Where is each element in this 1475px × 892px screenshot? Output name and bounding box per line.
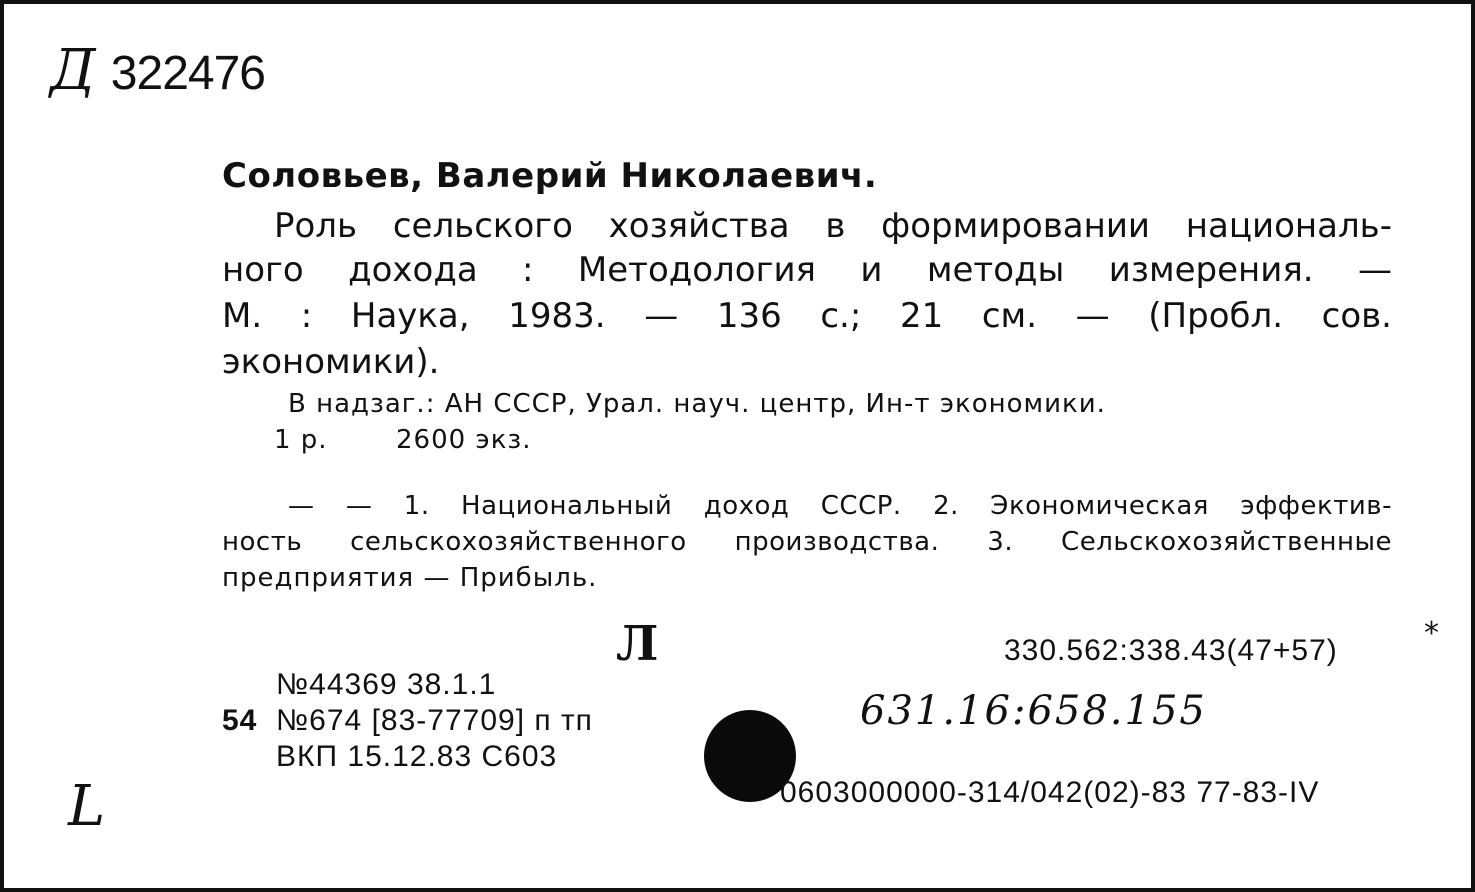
catalog-prefix: Д bbox=[50, 38, 96, 103]
title-line-1: Роль сельского хозяйства в формировании националь- bbox=[274, 206, 1392, 246]
author-heading: Соловьев, Валерий Николаевич. bbox=[222, 156, 878, 196]
handwritten-index: 631.16:658.155 bbox=[860, 688, 1207, 734]
order-line-2: №674 [83-77709] п тп bbox=[276, 704, 593, 737]
title-line-3: М. : Наука, 1983. — 136 с.; 21 см. — (Пробл. сов. bbox=[222, 296, 1392, 336]
subject-line-1: — — 1. Национальный доход СССР. 2. Экономическая эффектив- bbox=[288, 491, 1392, 521]
code-line: 0603000000-314/042(02)-83 77-83-IV bbox=[780, 776, 1320, 809]
title-line-4: экономики). bbox=[222, 342, 440, 382]
catalog-number-value: 322476 bbox=[110, 47, 265, 100]
order-line-3: ВКП 15.12.83 С603 bbox=[276, 740, 558, 773]
left-number: 54 bbox=[222, 704, 258, 737]
star-mark: * bbox=[1424, 616, 1439, 651]
copies: 2600 экз. bbox=[396, 425, 532, 455]
subject-line-2: ность сельскохозяйственного производства. 3. Сельскохозяйственные bbox=[222, 527, 1392, 557]
library-letter: Л bbox=[616, 616, 659, 672]
title-line-2: ного дохода : Методология и методы измерения. — bbox=[222, 250, 1392, 290]
note-line: В надзаг.: АН СССР, Урал. науч. центр, Ин-т экономики. bbox=[288, 389, 1106, 419]
udc-index: 330.562:338.43(47+57) bbox=[1004, 634, 1338, 667]
catalog-number bbox=[50, 38, 265, 103]
price: 1 р. bbox=[274, 425, 328, 455]
order-line-1: №44369 38.1.1 bbox=[276, 668, 497, 701]
subject-line-3: предприятия — Прибыль. bbox=[222, 563, 598, 593]
handwritten-initial: L bbox=[68, 774, 106, 839]
